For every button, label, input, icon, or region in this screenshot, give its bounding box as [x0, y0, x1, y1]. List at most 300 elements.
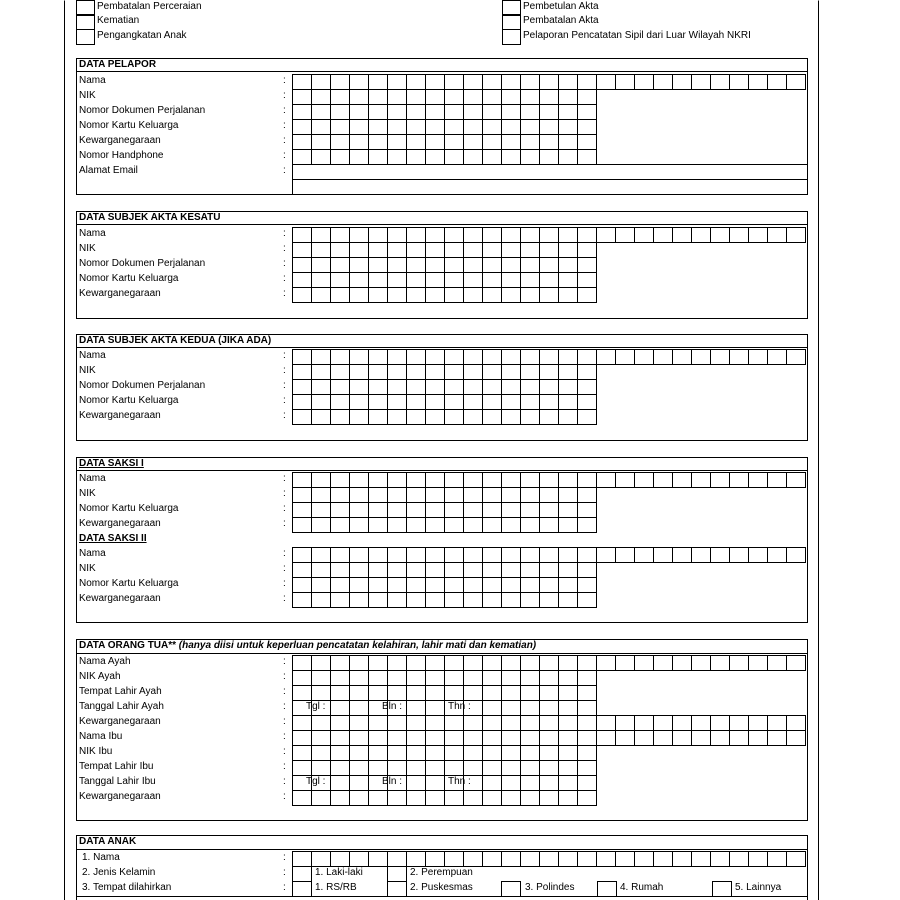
input-cell[interactable]: [293, 671, 312, 686]
input-cell[interactable]: [540, 258, 559, 273]
input-cell[interactable]: [464, 273, 483, 288]
option-box[interactable]: [293, 882, 312, 897]
input-cell[interactable]: [426, 518, 445, 533]
input-cell[interactable]: [445, 228, 464, 243]
input-cell[interactable]: [293, 380, 312, 395]
input-cell[interactable]: [578, 228, 597, 243]
input-cell[interactable]: [521, 350, 540, 365]
input-cell[interactable]: [350, 503, 369, 518]
input-cell[interactable]: [578, 791, 597, 806]
input-cell[interactable]: [388, 578, 407, 593]
input-cell[interactable]: [369, 731, 388, 746]
input-cell[interactable]: [369, 135, 388, 150]
input-cell[interactable]: [331, 380, 350, 395]
input-cell[interactable]: [293, 716, 312, 731]
input-cell[interactable]: [293, 288, 312, 303]
input-cell[interactable]: [597, 656, 616, 671]
input-cell[interactable]: [559, 671, 578, 686]
input-cell[interactable]: [445, 350, 464, 365]
date-input-cell[interactable]: [483, 776, 502, 791]
input-cell[interactable]: [369, 380, 388, 395]
input-cell[interactable]: [502, 791, 521, 806]
checkbox[interactable]: [503, 15, 521, 30]
input-cell[interactable]: [331, 228, 350, 243]
input-cell[interactable]: [293, 852, 312, 867]
input-cell[interactable]: [312, 228, 331, 243]
input-cell[interactable]: [369, 273, 388, 288]
input-cell[interactable]: [331, 656, 350, 671]
input-cell[interactable]: [350, 686, 369, 701]
input-cell[interactable]: [369, 150, 388, 165]
input-cell[interactable]: [559, 716, 578, 731]
input-cell[interactable]: [293, 90, 312, 105]
input-cell[interactable]: [540, 548, 559, 563]
input-cell[interactable]: [502, 503, 521, 518]
input-cell[interactable]: [540, 716, 559, 731]
input-cell[interactable]: [616, 656, 635, 671]
input-cell[interactable]: [388, 563, 407, 578]
input-cell[interactable]: [293, 120, 312, 135]
input-cell[interactable]: [331, 578, 350, 593]
input-cell[interactable]: [369, 761, 388, 776]
input-cell[interactable]: [730, 75, 749, 90]
input-cell[interactable]: [578, 380, 597, 395]
input-cell[interactable]: [787, 716, 806, 731]
input-cell[interactable]: [521, 746, 540, 761]
input-cell[interactable]: [407, 243, 426, 258]
input-cell[interactable]: [407, 90, 426, 105]
input-cell[interactable]: [540, 288, 559, 303]
input-cell[interactable]: [407, 716, 426, 731]
input-cell[interactable]: [616, 473, 635, 488]
input-cell[interactable]: [350, 593, 369, 608]
input-cell[interactable]: [369, 578, 388, 593]
input-cell[interactable]: [483, 852, 502, 867]
input-cell[interactable]: [521, 380, 540, 395]
input-cell[interactable]: [692, 228, 711, 243]
input-cell[interactable]: [388, 135, 407, 150]
input-cell[interactable]: [578, 593, 597, 608]
input-cell[interactable]: [407, 503, 426, 518]
input-cell[interactable]: [521, 75, 540, 90]
input-cell[interactable]: [578, 503, 597, 518]
input-cell[interactable]: [502, 488, 521, 503]
input-cell[interactable]: [407, 671, 426, 686]
input-cell[interactable]: [388, 120, 407, 135]
input-cell[interactable]: [445, 410, 464, 425]
input-cell[interactable]: [521, 518, 540, 533]
input-cell[interactable]: [312, 410, 331, 425]
input-cell[interactable]: [407, 791, 426, 806]
input-cell[interactable]: [711, 548, 730, 563]
input-cell[interactable]: [426, 671, 445, 686]
input-cell[interactable]: [578, 105, 597, 120]
input-cell[interactable]: [350, 105, 369, 120]
input-cell[interactable]: [521, 488, 540, 503]
input-cell[interactable]: [388, 791, 407, 806]
input-cell[interactable]: [426, 548, 445, 563]
date-input-cell[interactable]: [540, 701, 559, 716]
input-cell[interactable]: [293, 488, 312, 503]
input-cell[interactable]: [293, 473, 312, 488]
input-cell[interactable]: [483, 150, 502, 165]
input-cell[interactable]: [578, 473, 597, 488]
input-cell[interactable]: [692, 716, 711, 731]
email-input[interactable]: [293, 165, 808, 180]
input-cell[interactable]: [787, 75, 806, 90]
input-cell[interactable]: [578, 90, 597, 105]
input-cell[interactable]: [445, 395, 464, 410]
input-cell[interactable]: [445, 365, 464, 380]
input-cell[interactable]: [388, 243, 407, 258]
input-cell[interactable]: [768, 548, 787, 563]
input-cell[interactable]: [578, 135, 597, 150]
input-cell[interactable]: [388, 75, 407, 90]
input-cell[interactable]: [521, 761, 540, 776]
input-cell[interactable]: [673, 656, 692, 671]
date-input-cell[interactable]: [350, 776, 369, 791]
input-cell[interactable]: [445, 686, 464, 701]
input-cell[interactable]: [426, 120, 445, 135]
input-cell[interactable]: [293, 150, 312, 165]
input-cell[interactable]: [293, 228, 312, 243]
input-cell[interactable]: [483, 578, 502, 593]
input-cell[interactable]: [654, 75, 673, 90]
input-cell[interactable]: [559, 761, 578, 776]
input-cell[interactable]: [749, 548, 768, 563]
input-cell[interactable]: [369, 746, 388, 761]
input-cell[interactable]: [293, 350, 312, 365]
input-cell[interactable]: [635, 656, 654, 671]
input-cell[interactable]: [578, 365, 597, 380]
input-cell[interactable]: [331, 488, 350, 503]
input-cell[interactable]: [578, 150, 597, 165]
input-cell[interactable]: [502, 746, 521, 761]
input-cell[interactable]: [673, 228, 692, 243]
option-box[interactable]: [502, 882, 521, 897]
input-cell[interactable]: [426, 258, 445, 273]
input-cell[interactable]: [540, 488, 559, 503]
input-cell[interactable]: [388, 228, 407, 243]
input-cell[interactable]: [407, 852, 426, 867]
input-cell[interactable]: [369, 656, 388, 671]
input-cell[interactable]: [293, 395, 312, 410]
input-cell[interactable]: [464, 75, 483, 90]
input-cell[interactable]: [331, 395, 350, 410]
input-cell[interactable]: [559, 593, 578, 608]
input-cell[interactable]: [312, 563, 331, 578]
input-cell[interactable]: [331, 563, 350, 578]
date-input-cell[interactable]: [521, 701, 540, 716]
input-cell[interactable]: [749, 473, 768, 488]
input-cell[interactable]: [350, 473, 369, 488]
input-cell[interactable]: [464, 563, 483, 578]
input-cell[interactable]: [616, 350, 635, 365]
input-cell[interactable]: [426, 350, 445, 365]
input-cell[interactable]: [673, 548, 692, 563]
input-cell[interactable]: [540, 365, 559, 380]
option-box[interactable]: [713, 882, 732, 897]
input-cell[interactable]: [464, 473, 483, 488]
input-cell[interactable]: [483, 135, 502, 150]
input-cell[interactable]: [426, 656, 445, 671]
input-cell[interactable]: [407, 593, 426, 608]
input-cell[interactable]: [407, 578, 426, 593]
input-cell[interactable]: [407, 380, 426, 395]
checkbox[interactable]: [503, 30, 521, 45]
input-cell[interactable]: [521, 120, 540, 135]
input-cell[interactable]: [426, 273, 445, 288]
input-cell[interactable]: [350, 563, 369, 578]
input-cell[interactable]: [730, 473, 749, 488]
input-cell[interactable]: [502, 578, 521, 593]
input-cell[interactable]: [635, 548, 654, 563]
input-cell[interactable]: [426, 90, 445, 105]
input-cell[interactable]: [597, 852, 616, 867]
input-cell[interactable]: [540, 120, 559, 135]
input-cell[interactable]: [578, 518, 597, 533]
input-cell[interactable]: [654, 473, 673, 488]
input-cell[interactable]: [426, 716, 445, 731]
input-cell[interactable]: [331, 365, 350, 380]
input-cell[interactable]: [483, 671, 502, 686]
input-cell[interactable]: [426, 228, 445, 243]
input-cell[interactable]: [521, 473, 540, 488]
input-cell[interactable]: [540, 503, 559, 518]
input-cell[interactable]: [331, 518, 350, 533]
input-cell[interactable]: [369, 410, 388, 425]
input-cell[interactable]: [502, 380, 521, 395]
input-cell[interactable]: [407, 488, 426, 503]
input-cell[interactable]: [578, 243, 597, 258]
input-cell[interactable]: [502, 350, 521, 365]
input-cell[interactable]: [407, 410, 426, 425]
input-cell[interactable]: [312, 350, 331, 365]
input-cell[interactable]: [768, 350, 787, 365]
input-cell[interactable]: [445, 852, 464, 867]
input-cell[interactable]: [369, 395, 388, 410]
input-cell[interactable]: [350, 150, 369, 165]
input-cell[interactable]: [483, 563, 502, 578]
date-input-cell[interactable]: [426, 701, 445, 716]
input-cell[interactable]: [407, 105, 426, 120]
input-cell[interactable]: [483, 503, 502, 518]
input-cell[interactable]: [711, 228, 730, 243]
input-cell[interactable]: [407, 761, 426, 776]
input-cell[interactable]: [369, 350, 388, 365]
input-cell[interactable]: [464, 90, 483, 105]
input-cell[interactable]: [654, 350, 673, 365]
input-cell[interactable]: [483, 731, 502, 746]
input-cell[interactable]: [331, 503, 350, 518]
input-cell[interactable]: [559, 380, 578, 395]
input-cell[interactable]: [331, 90, 350, 105]
input-cell[interactable]: [521, 791, 540, 806]
input-cell[interactable]: [293, 761, 312, 776]
input-cell[interactable]: [597, 731, 616, 746]
input-cell[interactable]: [559, 656, 578, 671]
input-cell[interactable]: [426, 593, 445, 608]
input-cell[interactable]: [559, 288, 578, 303]
input-cell[interactable]: [635, 228, 654, 243]
input-cell[interactable]: [464, 656, 483, 671]
input-cell[interactable]: [445, 503, 464, 518]
input-cell[interactable]: [540, 350, 559, 365]
input-cell[interactable]: [407, 746, 426, 761]
input-cell[interactable]: [331, 75, 350, 90]
input-cell[interactable]: [768, 731, 787, 746]
input-cell[interactable]: [730, 350, 749, 365]
input-cell[interactable]: [312, 518, 331, 533]
input-cell[interactable]: [331, 243, 350, 258]
input-cell[interactable]: [464, 852, 483, 867]
input-cell[interactable]: [426, 852, 445, 867]
input-cell[interactable]: [502, 563, 521, 578]
input-cell[interactable]: [521, 395, 540, 410]
input-cell[interactable]: [312, 656, 331, 671]
input-cell[interactable]: [293, 365, 312, 380]
input-cell[interactable]: [521, 716, 540, 731]
input-cell[interactable]: [502, 243, 521, 258]
input-cell[interactable]: [559, 243, 578, 258]
input-cell[interactable]: [483, 120, 502, 135]
input-cell[interactable]: [331, 731, 350, 746]
input-cell[interactable]: [312, 135, 331, 150]
input-cell[interactable]: [787, 350, 806, 365]
checkbox[interactable]: [503, 1, 521, 16]
input-cell[interactable]: [369, 243, 388, 258]
input-cell[interactable]: [350, 852, 369, 867]
input-cell[interactable]: [635, 852, 654, 867]
date-input-cell[interactable]: [407, 776, 426, 791]
input-cell[interactable]: [616, 852, 635, 867]
input-cell[interactable]: [502, 365, 521, 380]
input-cell[interactable]: [540, 578, 559, 593]
input-cell[interactable]: [445, 518, 464, 533]
input-cell[interactable]: [521, 90, 540, 105]
input-cell[interactable]: [350, 273, 369, 288]
input-cell[interactable]: [502, 548, 521, 563]
input-cell[interactable]: [331, 852, 350, 867]
input-cell[interactable]: [502, 90, 521, 105]
date-input-cell[interactable]: [540, 776, 559, 791]
input-cell[interactable]: [578, 686, 597, 701]
input-cell[interactable]: [350, 350, 369, 365]
input-cell[interactable]: [483, 656, 502, 671]
input-cell[interactable]: [578, 671, 597, 686]
input-cell[interactable]: [350, 716, 369, 731]
input-cell[interactable]: [768, 852, 787, 867]
input-cell[interactable]: [787, 731, 806, 746]
input-cell[interactable]: [692, 75, 711, 90]
input-cell[interactable]: [312, 746, 331, 761]
input-cell[interactable]: [578, 258, 597, 273]
input-cell[interactable]: [445, 380, 464, 395]
input-cell[interactable]: [483, 548, 502, 563]
input-cell[interactable]: [369, 716, 388, 731]
input-cell[interactable]: [445, 135, 464, 150]
input-cell[interactable]: [578, 288, 597, 303]
input-cell[interactable]: [616, 228, 635, 243]
input-cell[interactable]: [711, 716, 730, 731]
input-cell[interactable]: [388, 548, 407, 563]
input-cell[interactable]: [350, 578, 369, 593]
input-cell[interactable]: [540, 563, 559, 578]
input-cell[interactable]: [673, 852, 692, 867]
input-cell[interactable]: [483, 288, 502, 303]
input-cell[interactable]: [331, 671, 350, 686]
input-cell[interactable]: [407, 350, 426, 365]
input-cell[interactable]: [445, 288, 464, 303]
input-cell[interactable]: [749, 656, 768, 671]
input-cell[interactable]: [654, 548, 673, 563]
input-cell[interactable]: [464, 258, 483, 273]
input-cell[interactable]: [445, 90, 464, 105]
input-cell[interactable]: [540, 90, 559, 105]
input-cell[interactable]: [312, 852, 331, 867]
input-cell[interactable]: [559, 563, 578, 578]
input-cell[interactable]: [559, 120, 578, 135]
input-cell[interactable]: [464, 365, 483, 380]
input-cell[interactable]: [768, 228, 787, 243]
input-cell[interactable]: [578, 410, 597, 425]
input-cell[interactable]: [464, 243, 483, 258]
input-cell[interactable]: [502, 135, 521, 150]
input-cell[interactable]: [426, 135, 445, 150]
input-cell[interactable]: [407, 563, 426, 578]
input-cell[interactable]: [578, 350, 597, 365]
input-cell[interactable]: [578, 761, 597, 776]
date-input-cell[interactable]: [559, 776, 578, 791]
input-cell[interactable]: [312, 791, 331, 806]
input-cell[interactable]: [464, 716, 483, 731]
option-box[interactable]: [388, 882, 407, 897]
input-cell[interactable]: [711, 75, 730, 90]
input-cell[interactable]: [464, 518, 483, 533]
input-cell[interactable]: [559, 350, 578, 365]
option-box[interactable]: [293, 867, 312, 882]
input-cell[interactable]: [540, 228, 559, 243]
input-cell[interactable]: [388, 593, 407, 608]
input-cell[interactable]: [521, 410, 540, 425]
input-cell[interactable]: [483, 273, 502, 288]
input-cell[interactable]: [293, 548, 312, 563]
input-cell[interactable]: [464, 228, 483, 243]
input-cell[interactable]: [388, 105, 407, 120]
input-cell[interactable]: [483, 380, 502, 395]
input-cell[interactable]: [464, 350, 483, 365]
input-cell[interactable]: [426, 410, 445, 425]
input-cell[interactable]: [559, 473, 578, 488]
input-cell[interactable]: [521, 273, 540, 288]
input-cell[interactable]: [445, 716, 464, 731]
input-cell[interactable]: [445, 243, 464, 258]
input-cell[interactable]: [388, 90, 407, 105]
input-cell[interactable]: [692, 350, 711, 365]
input-cell[interactable]: [388, 716, 407, 731]
input-cell[interactable]: [578, 656, 597, 671]
input-cell[interactable]: [293, 578, 312, 593]
input-cell[interactable]: [369, 258, 388, 273]
input-cell[interactable]: [578, 578, 597, 593]
input-cell[interactable]: [559, 731, 578, 746]
input-cell[interactable]: [426, 380, 445, 395]
input-cell[interactable]: [331, 288, 350, 303]
input-cell[interactable]: [749, 716, 768, 731]
input-cell[interactable]: [483, 365, 502, 380]
input-cell[interactable]: [388, 365, 407, 380]
input-cell[interactable]: [388, 852, 407, 867]
